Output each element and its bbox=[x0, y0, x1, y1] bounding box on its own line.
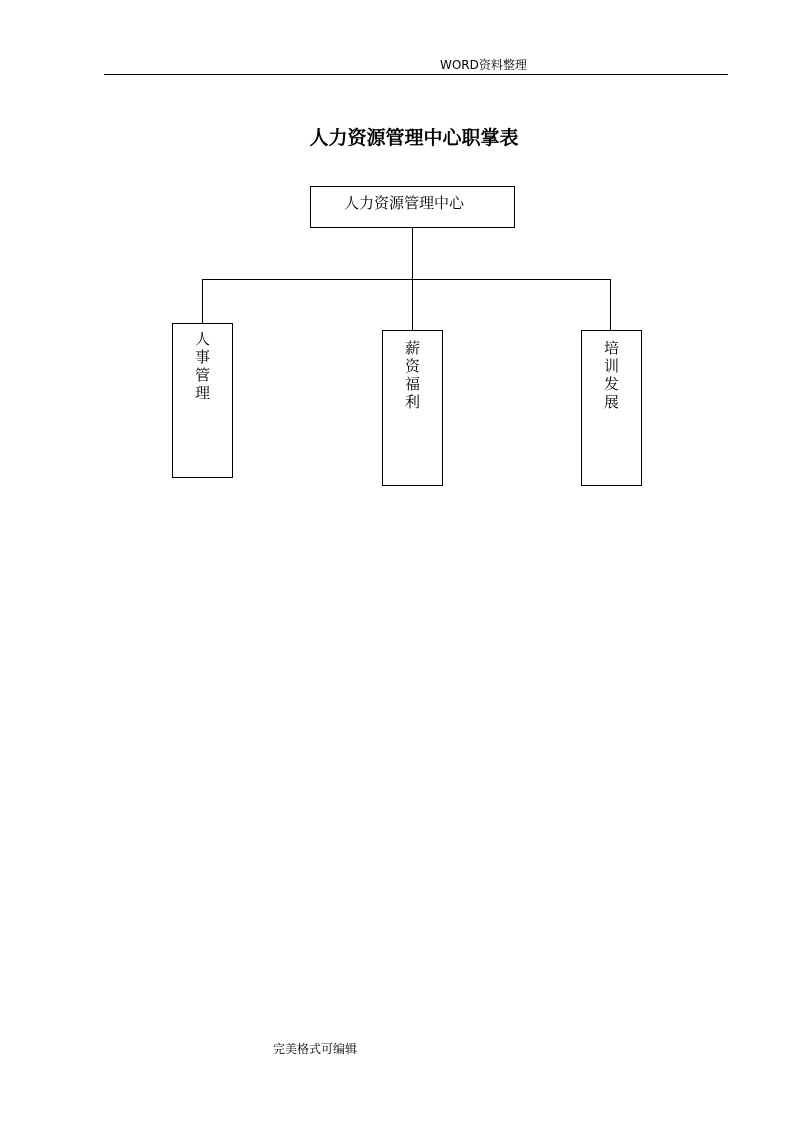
connector-hr-vertical bbox=[202, 279, 203, 323]
connector-horizontal-bus bbox=[202, 279, 611, 280]
org-node-personnel-label: 人事管理 bbox=[195, 330, 211, 402]
org-node-compensation-label: 薪资福利 bbox=[405, 339, 421, 411]
org-node-training-label: 培训发展 bbox=[604, 339, 620, 411]
org-node-training bbox=[581, 330, 642, 486]
org-node-compensation bbox=[382, 330, 443, 486]
page-header-text: WORD资料整理 bbox=[440, 58, 527, 72]
org-node-root-label: 人力资源管理中心 bbox=[344, 194, 465, 212]
connector-training-vertical bbox=[610, 279, 611, 330]
page-footer-text: 完美格式可编辑 bbox=[273, 1042, 358, 1056]
org-node-personnel bbox=[172, 323, 233, 478]
org-node-root bbox=[310, 186, 515, 228]
document-title: 人力资源管理中心职掌表 bbox=[309, 127, 519, 149]
